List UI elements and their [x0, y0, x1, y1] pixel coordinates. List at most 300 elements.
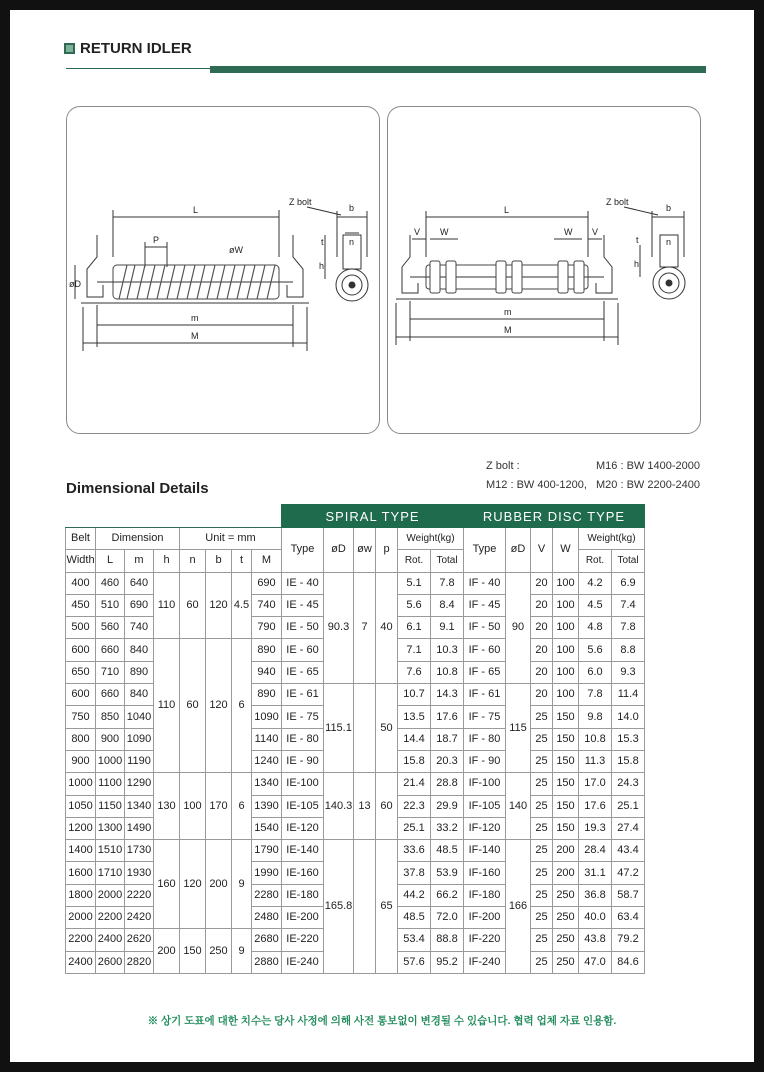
col-n: n: [180, 550, 206, 572]
dim-b: 200: [206, 840, 232, 929]
header-rule-thick: [210, 66, 706, 73]
rubber-weight-total: 9.3: [612, 661, 645, 683]
spiral-p: 65: [376, 840, 398, 974]
dim-b: 170: [206, 773, 232, 840]
rubber-W: 250: [553, 929, 579, 951]
rubber-phiD: 166: [506, 840, 531, 974]
rubber-W: 100: [553, 684, 579, 706]
spiral-weight-total: 17.6: [431, 706, 464, 728]
dim-t: 6: [232, 639, 252, 773]
dim-M: 1340: [252, 773, 282, 795]
belt-width: 400: [66, 572, 96, 594]
spiral-weight-total: 20.3: [431, 750, 464, 772]
rubber-weight-rot: 4.5: [579, 594, 612, 616]
spiral-p: 40: [376, 572, 398, 683]
dim-L: 2000: [96, 884, 125, 906]
spiral-weight-total: 28.8: [431, 773, 464, 795]
rubber-weight-rot: 19.3: [579, 817, 612, 839]
col-dimension: Dimension: [96, 528, 180, 550]
dim-m: 640: [125, 572, 154, 594]
rubber-weight-rot: 31.1: [579, 862, 612, 884]
dim-h-label-right: h: [634, 259, 640, 269]
rubber-W: 100: [553, 639, 579, 661]
spiral-type: IE - 50: [282, 617, 324, 639]
dim-m-label-right: m: [504, 307, 512, 317]
zbolt-m20: M20 : BW 2200-2400: [596, 479, 700, 491]
belt-width: 1050: [66, 795, 96, 817]
dim-M: 940: [252, 661, 282, 683]
col-belt: Belt: [66, 528, 96, 550]
spiral-weight-rot: 37.8: [398, 862, 431, 884]
dim-L: 1510: [96, 840, 125, 862]
dim-m: 2620: [125, 929, 154, 951]
col-spiral-rot: Rot.: [398, 550, 431, 572]
dim-L-label-right: L: [504, 205, 510, 215]
rubber-V: 25: [531, 929, 553, 951]
belt-width: 500: [66, 617, 96, 639]
spiral-weight-rot: 57.6: [398, 951, 431, 973]
dim-b-label: b: [349, 203, 355, 213]
rubber-V: 25: [531, 951, 553, 973]
spiral-weight-total: 53.9: [431, 862, 464, 884]
spiral-type: IE - 75: [282, 706, 324, 728]
rubber-weight-rot: 7.8: [579, 684, 612, 706]
spiral-weight-total: 10.8: [431, 661, 464, 683]
dim-M: 2680: [252, 929, 282, 951]
dim-L: 2600: [96, 951, 125, 973]
rubber-disc-type-header: RUBBER DISC TYPE: [464, 505, 645, 528]
col-L: L: [96, 550, 125, 572]
spiral-weight-rot: 48.5: [398, 907, 431, 929]
dim-L: 660: [96, 639, 125, 661]
rubber-V: 20: [531, 594, 553, 616]
belt-width: 600: [66, 684, 96, 706]
rubber-weight-total: 43.4: [612, 840, 645, 862]
spiral-weight-rot: 5.6: [398, 594, 431, 616]
dim-m: 1040: [125, 706, 154, 728]
dim-M: 1540: [252, 817, 282, 839]
spiral-phiD: 90.3: [324, 572, 354, 683]
dim-m: 1290: [125, 773, 154, 795]
spiral-weight-total: 10.3: [431, 639, 464, 661]
rubber-W: 200: [553, 862, 579, 884]
rubber-V: 20: [531, 572, 553, 594]
rubber-V: 25: [531, 862, 553, 884]
dim-M: 1090: [252, 706, 282, 728]
rubber-W: 250: [553, 907, 579, 929]
col-rubber-rot: Rot.: [579, 550, 612, 572]
belt-width: 650: [66, 661, 96, 683]
col-rubber-phiD: øD: [506, 528, 531, 573]
col-rubber-type: Type: [464, 528, 506, 573]
belt-width: 800: [66, 728, 96, 750]
dim-M: 890: [252, 639, 282, 661]
dim-n-label: n: [349, 237, 355, 247]
belt-width: 1400: [66, 840, 96, 862]
belt-width: 1800: [66, 884, 96, 906]
spiral-weight-rot: 13.5: [398, 706, 431, 728]
spiral-phiD: 115.1: [324, 684, 354, 773]
belt-width: 900: [66, 750, 96, 772]
rubber-weight-total: 47.2: [612, 862, 645, 884]
dim-L: 710: [96, 661, 125, 683]
col-h: h: [154, 550, 180, 572]
spiral-phiW: [354, 684, 376, 773]
rubber-weight-rot: 6.0: [579, 661, 612, 683]
rubber-V: 25: [531, 728, 553, 750]
spiral-type: IE-180: [282, 884, 324, 906]
page: [10, 10, 754, 1062]
col-width: Width: [66, 550, 96, 572]
rubber-type: IF - 65: [464, 661, 506, 683]
rubber-V: 20: [531, 639, 553, 661]
dim-m: 2820: [125, 951, 154, 973]
dim-phiD-label: øD: [69, 279, 81, 289]
zbolt-m16: M16 : BW 1400-2000: [596, 460, 700, 472]
col-rubber-weight: Weight(kg): [579, 528, 645, 550]
dim-L: 1710: [96, 862, 125, 884]
spiral-weight-total: 9.1: [431, 617, 464, 639]
dim-L: 850: [96, 706, 125, 728]
spiral-type: IE-100: [282, 773, 324, 795]
rubber-disc-idler-drawing: [388, 107, 700, 433]
rubber-W: 100: [553, 594, 579, 616]
belt-width: 2400: [66, 951, 96, 973]
rubber-weight-rot: 4.2: [579, 572, 612, 594]
dim-M: 690: [252, 572, 282, 594]
dim-M: 740: [252, 594, 282, 616]
rubber-type: IF-160: [464, 862, 506, 884]
spiral-weight-rot: 22.3: [398, 795, 431, 817]
rubber-W: 100: [553, 572, 579, 594]
dim-m: 1340: [125, 795, 154, 817]
spiral-weight-rot: 10.7: [398, 684, 431, 706]
rubber-type: IF-140: [464, 840, 506, 862]
belt-width: 600: [66, 639, 96, 661]
rubber-W: 150: [553, 706, 579, 728]
dim-M: 2280: [252, 884, 282, 906]
belt-width: 450: [66, 594, 96, 616]
rubber-weight-rot: 40.0: [579, 907, 612, 929]
dimensional-details-title: Dimensional Details: [66, 480, 209, 497]
dim-V-label-right: V: [592, 227, 599, 237]
spiral-weight-total: 72.0: [431, 907, 464, 929]
dim-t: 4.5: [232, 572, 252, 639]
dim-b: 120: [206, 639, 232, 773]
dim-m-label: m: [191, 313, 199, 323]
rubber-weight-rot: 4.8: [579, 617, 612, 639]
rubber-V: 25: [531, 884, 553, 906]
rubber-type: IF - 75: [464, 706, 506, 728]
dim-n: 100: [180, 773, 206, 840]
dim-t: 9: [232, 929, 252, 974]
rubber-W: 200: [553, 840, 579, 862]
dim-t-label-right: t: [636, 235, 639, 245]
col-spiral-phiW: øw: [354, 528, 376, 573]
dim-m: 2220: [125, 884, 154, 906]
rubber-V: 20: [531, 684, 553, 706]
rubber-type: IF - 45: [464, 594, 506, 616]
dim-n-label-right: n: [666, 237, 672, 247]
dim-m: 890: [125, 661, 154, 683]
dim-M: 890: [252, 684, 282, 706]
dim-L: 1300: [96, 817, 125, 839]
rubber-type: IF-100: [464, 773, 506, 795]
spiral-weight-rot: 53.4: [398, 929, 431, 951]
rubber-weight-total: 6.9: [612, 572, 645, 594]
spiral-weight-rot: 15.8: [398, 750, 431, 772]
table-row: [66, 840, 645, 862]
rubber-weight-total: 14.0: [612, 706, 645, 728]
dim-h: 110: [154, 572, 180, 639]
dim-W-label-right: W: [564, 227, 573, 237]
dim-V-label-left: V: [414, 227, 421, 237]
dim-h: 110: [154, 639, 180, 773]
dim-L: 1000: [96, 750, 125, 772]
dim-M: 1140: [252, 728, 282, 750]
dim-m: 2420: [125, 907, 154, 929]
spiral-weight-rot: 44.2: [398, 884, 431, 906]
dim-t: 6: [232, 773, 252, 840]
col-spiral-phiD: øD: [324, 528, 354, 573]
spiral-weight-rot: 5.1: [398, 572, 431, 594]
spiral-phiW: [354, 840, 376, 974]
zbolt-label: Z bolt :: [486, 460, 520, 472]
rubber-weight-rot: 17.6: [579, 795, 612, 817]
dim-n: 60: [180, 639, 206, 773]
col-unit: Unit = mm: [180, 528, 282, 550]
rubber-weight-total: 7.8: [612, 617, 645, 639]
rubber-weight-total: 24.3: [612, 773, 645, 795]
rubber-weight-total: 63.4: [612, 907, 645, 929]
rubber-weight-rot: 28.4: [579, 840, 612, 862]
spiral-type: IE-120: [282, 817, 324, 839]
rubber-type: IF - 40: [464, 572, 506, 594]
spiral-phiD: 165.8: [324, 840, 354, 974]
spiral-type: IE - 90: [282, 750, 324, 772]
spiral-type: IE-140: [282, 840, 324, 862]
rubber-weight-rot: 11.3: [579, 750, 612, 772]
col-m: m: [125, 550, 154, 572]
spiral-type: IE-200: [282, 907, 324, 929]
col-spiral-weight: Weight(kg): [398, 528, 464, 550]
page-title: RETURN IDLER: [80, 40, 192, 57]
rubber-W: 250: [553, 884, 579, 906]
rubber-W: 100: [553, 661, 579, 683]
spiral-idler-drawing: [67, 107, 379, 433]
rubber-weight-rot: 5.6: [579, 639, 612, 661]
spiral-weight-rot: 7.1: [398, 639, 431, 661]
dim-h: 200: [154, 929, 180, 974]
dim-L: 1150: [96, 795, 125, 817]
dim-n: 120: [180, 840, 206, 929]
table-body: [66, 572, 645, 973]
rubber-weight-rot: 17.0: [579, 773, 612, 795]
spiral-type: IE-160: [282, 862, 324, 884]
belt-width: 1600: [66, 862, 96, 884]
zbolt-m12: M12 : BW 400-1200,: [486, 479, 587, 491]
dim-M: 1990: [252, 862, 282, 884]
spiral-type: IE - 45: [282, 594, 324, 616]
dim-L: 660: [96, 684, 125, 706]
spiral-type: IE - 65: [282, 661, 324, 683]
dim-t-label: t: [321, 237, 324, 247]
spiral-type: IE - 80: [282, 728, 324, 750]
spiral-weight-total: 29.9: [431, 795, 464, 817]
footnote: ※ 상기 도표에 대한 치수는 당사 사정에 의해 사전 통보없이 변경될 수 있습니다. 협력 업체 자료 인용함.: [147, 1015, 617, 1027]
dim-h-label: h: [319, 261, 325, 271]
col-rubber-W: W: [553, 528, 579, 573]
spiral-weight-rot: 7.6: [398, 661, 431, 683]
dim-L-label: L: [193, 205, 199, 215]
col-spiral-total: Total: [431, 550, 464, 572]
spiral-phiD: 140.3: [324, 773, 354, 840]
rubber-weight-total: 25.1: [612, 795, 645, 817]
spiral-weight-rot: 33.6: [398, 840, 431, 862]
rubber-W: 150: [553, 773, 579, 795]
dim-b: 250: [206, 929, 232, 974]
rubber-phiD: 90: [506, 572, 531, 683]
dim-M-label-right: M: [504, 325, 512, 335]
dim-M: 790: [252, 617, 282, 639]
rubber-weight-total: 15.3: [612, 728, 645, 750]
rubber-type: IF - 90: [464, 750, 506, 772]
belt-width: 1200: [66, 817, 96, 839]
spiral-type: IE-220: [282, 929, 324, 951]
dim-W-label-left: W: [440, 227, 449, 237]
drawing-panel-rubber: [387, 106, 701, 434]
rubber-type: IF-220: [464, 929, 506, 951]
spiral-weight-total: 18.7: [431, 728, 464, 750]
rubber-type: IF-120: [464, 817, 506, 839]
col-rubber-total: Total: [612, 550, 645, 572]
spiral-phiW: 7: [354, 572, 376, 683]
belt-width: 2000: [66, 907, 96, 929]
dim-m: 840: [125, 639, 154, 661]
spiral-weight-total: 14.3: [431, 684, 464, 706]
rubber-W: 150: [553, 795, 579, 817]
spiral-weight-rot: 6.1: [398, 617, 431, 639]
rubber-type: IF - 50: [464, 617, 506, 639]
rubber-V: 20: [531, 617, 553, 639]
dim-m: 690: [125, 594, 154, 616]
dim-m: 1190: [125, 750, 154, 772]
dim-m: 1730: [125, 840, 154, 862]
spiral-type: IE - 40: [282, 572, 324, 594]
belt-width: 750: [66, 706, 96, 728]
dim-M-label: M: [191, 331, 199, 341]
rubber-weight-total: 8.8: [612, 639, 645, 661]
dim-L: 1100: [96, 773, 125, 795]
rubber-V: 25: [531, 795, 553, 817]
spiral-weight-rot: 21.4: [398, 773, 431, 795]
spiral-weight-total: 95.2: [431, 951, 464, 973]
spiral-weight-total: 66.2: [431, 884, 464, 906]
rubber-type: IF - 80: [464, 728, 506, 750]
spiral-p: 50: [376, 684, 398, 773]
rubber-V: 25: [531, 907, 553, 929]
rubber-weight-total: 15.8: [612, 750, 645, 772]
rubber-weight-total: 58.7: [612, 884, 645, 906]
rubber-weight-rot: 9.8: [579, 706, 612, 728]
dim-n: 150: [180, 929, 206, 974]
rubber-W: 150: [553, 728, 579, 750]
spiral-weight-total: 8.4: [431, 594, 464, 616]
header-square-icon: [64, 43, 75, 54]
dim-M: 1790: [252, 840, 282, 862]
rubber-type: IF-180: [464, 884, 506, 906]
spiral-weight-total: 48.5: [431, 840, 464, 862]
col-spiral-type: Type: [282, 528, 324, 573]
rubber-weight-rot: 36.8: [579, 884, 612, 906]
spiral-weight-total: 33.2: [431, 817, 464, 839]
rubber-type: IF-105: [464, 795, 506, 817]
rubber-V: 25: [531, 840, 553, 862]
spiral-type: IE - 60: [282, 639, 324, 661]
dim-m: 1930: [125, 862, 154, 884]
rubber-weight-total: 7.4: [612, 594, 645, 616]
dim-L: 900: [96, 728, 125, 750]
rubber-type: IF-240: [464, 951, 506, 973]
dim-m: 1490: [125, 817, 154, 839]
dim-L: 560: [96, 617, 125, 639]
dim-phiW-label: øW: [229, 245, 243, 255]
rubber-weight-total: 79.2: [612, 929, 645, 951]
rubber-V: 20: [531, 661, 553, 683]
dim-h: 130: [154, 773, 180, 840]
rubber-phiD: 140: [506, 773, 531, 840]
dim-M: 1240: [252, 750, 282, 772]
rubber-type: IF - 61: [464, 684, 506, 706]
dim-m: 740: [125, 617, 154, 639]
spiral-weight-total: 88.8: [431, 929, 464, 951]
dim-h: 160: [154, 840, 180, 929]
rubber-weight-rot: 47.0: [579, 951, 612, 973]
rubber-weight-total: 84.6: [612, 951, 645, 973]
dim-P-label: P: [153, 235, 160, 245]
rubber-V: 25: [531, 706, 553, 728]
z-bolt-label: Z bolt: [289, 197, 312, 207]
spiral-type: IE-105: [282, 795, 324, 817]
dim-L: 510: [96, 594, 125, 616]
dim-L: 2400: [96, 929, 125, 951]
rubber-weight-rot: 10.8: [579, 728, 612, 750]
dim-b-label-right: b: [666, 203, 672, 213]
rubber-weight-total: 27.4: [612, 817, 645, 839]
section-header: [64, 40, 192, 57]
dim-L: 460: [96, 572, 125, 594]
table-row: [66, 684, 645, 706]
rubber-W: 250: [553, 951, 579, 973]
col-rubber-V: V: [531, 528, 553, 573]
spiral-type: IE - 61: [282, 684, 324, 706]
dim-n: 60: [180, 572, 206, 639]
rubber-weight-total: 11.4: [612, 684, 645, 706]
spiral-weight-rot: 14.4: [398, 728, 431, 750]
belt-width: 2200: [66, 929, 96, 951]
table-row: [66, 773, 645, 795]
col-spiral-p: p: [376, 528, 398, 573]
rubber-type: IF - 60: [464, 639, 506, 661]
col-M: M: [252, 550, 282, 572]
spiral-phiW: 13: [354, 773, 376, 840]
dim-b: 120: [206, 572, 232, 639]
belt-width: 1000: [66, 773, 96, 795]
dim-M: 2480: [252, 907, 282, 929]
dim-m: 840: [125, 684, 154, 706]
table-row: [66, 572, 645, 594]
rubber-W: 150: [553, 750, 579, 772]
